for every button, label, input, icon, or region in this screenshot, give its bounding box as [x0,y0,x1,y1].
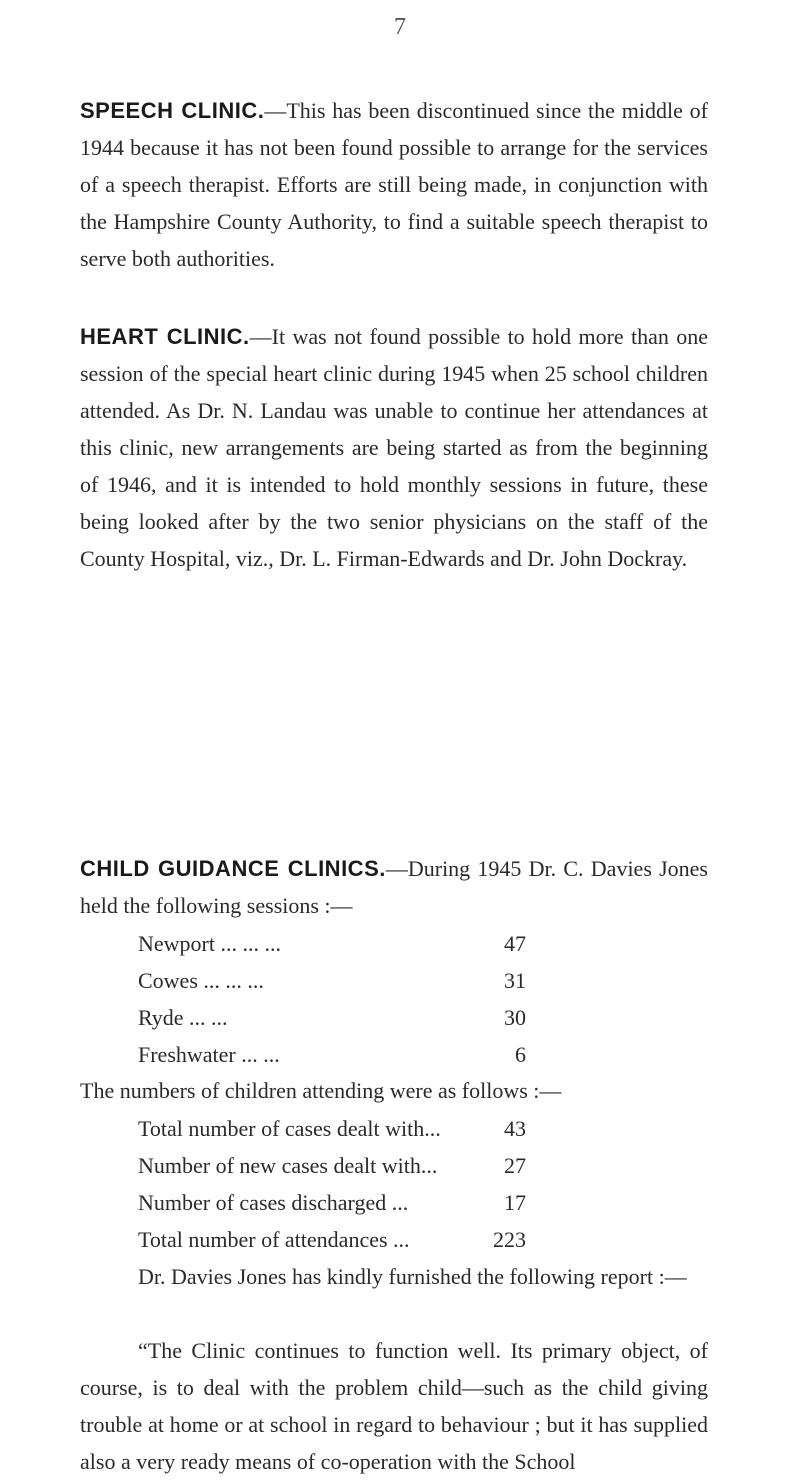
sessions-table [138,925,526,1073]
session-count: 30 [504,1005,526,1030]
numbers-label: Total number of cases dealt with... [138,1116,441,1141]
numbers-row [138,1147,526,1184]
session-place: Cowes ... ... ... [138,968,264,993]
speech-clinic-paragraph [80,92,708,277]
sessions-row [138,925,526,962]
heart-clinic-paragraph [80,318,708,577]
child-guidance-paragraph [80,850,708,924]
session-place: Ryde ... ... [138,1005,228,1030]
heart-clinic-heading: HEART CLINIC. [80,324,250,349]
sessions-row [138,1036,526,1073]
session-place: Freshwater ... ... [138,1042,280,1067]
report-quote: “The Clinic continues to function well. Its primary object, of course, is to deal with the problem child—such as the child giving trouble at home or at school in regard to behaviour ; but it has supplied also a very ready means of co-operation with the School [80,1338,708,1474]
numbers-value: 223 [493,1227,526,1252]
numbers-label: Number of new cases dealt with... [138,1153,438,1178]
session-count: 6 [515,1042,526,1067]
numbers-row [138,1221,526,1258]
page-number: 7 [394,14,406,40]
numbers-label: Total number of attendances ... [138,1227,410,1252]
speech-clinic-text: —This has been discontinued since the middle of 1944 because it has not been found possible to arrange for the services of a speech therapist. Efforts are still being made, in conjunction with the Hampshire County Authority, to find a suitable speech therapist to serve both authorities. [80,98,708,271]
session-count: 47 [504,931,526,956]
child-guidance-text: —During 1945 Dr. C. Davies Jones held the following sessions :— [80,856,708,918]
numbers-intro [80,1072,708,1109]
report-intro: Dr. Davies Jones has kindly furnished the following report :— [138,1264,687,1289]
session-count: 31 [504,968,526,993]
numbers-value: 17 [504,1190,526,1215]
speech-clinic-heading: SPEECH CLINIC. [80,98,265,123]
session-place: Newport ... ... ... [138,931,281,956]
numbers-intro-text: The numbers of children attending were as follows :— [80,1078,562,1103]
child-guidance-heading: CHILD GUIDANCE CLINICS. [80,856,386,881]
heart-clinic-text: —It was not found possible to hold more than one session of the special heart clinic during 1945 when 25 school children attended. As Dr. N. Landau was unable to continue her attendances at this clinic, new arrangements are being started as from the beginning of 1946, and it is intended to hold monthly sessions in future, these being looked after by the two senior physicians on the staff of the County Hospital, viz., Dr. L. Firman-Edwards and Dr. John Dockray. [80,324,708,571]
sessions-row [138,999,526,1036]
numbers-row [138,1110,526,1147]
sessions-row [138,962,526,999]
numbers-value: 43 [504,1116,526,1141]
numbers-table [138,1110,526,1258]
numbers-row [138,1184,526,1221]
numbers-label: Number of cases discharged ... [138,1190,409,1215]
numbers-value: 27 [504,1153,526,1178]
